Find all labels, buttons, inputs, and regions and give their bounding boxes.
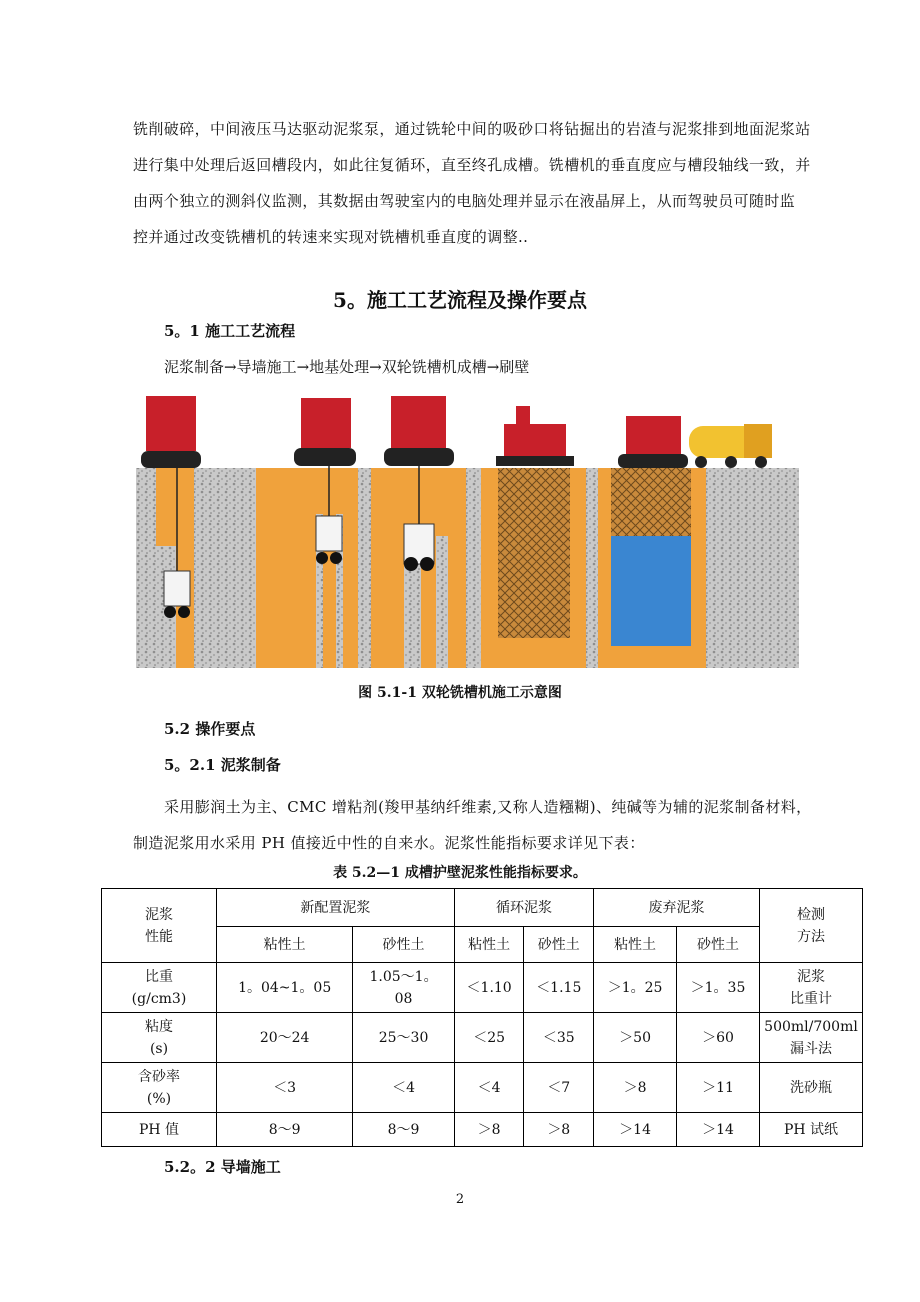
table-cell: 8～9: [217, 1113, 353, 1147]
row-method: 500ml/700ml 漏斗法: [760, 1013, 863, 1063]
table-cell: ＜25: [454, 1013, 524, 1063]
row-method: PH 试纸: [760, 1113, 863, 1147]
row-method: 泥浆 比重计: [760, 963, 863, 1013]
stage-4: [481, 406, 586, 668]
table-cell: ＜1.15: [524, 963, 594, 1013]
table-cell: ＜1.10: [454, 963, 524, 1013]
table-cell: ＞11: [677, 1063, 760, 1113]
table-caption: 表 5.2—1 成槽护壁泥浆性能指标要求。: [333, 865, 587, 881]
subsection-5-2-1: 5。2.1 泥浆制备: [164, 756, 281, 774]
table-cell: ＞8: [594, 1063, 677, 1113]
subsection-5-2: 5.2 操作要点: [164, 720, 256, 738]
table-cell: 8～9: [353, 1113, 454, 1147]
table-cell: 1。04~1。05: [217, 963, 353, 1013]
subsection-5-2-2: 5.2。2 导墙施工: [164, 1158, 281, 1176]
row-property: 含砂率 (%): [102, 1063, 217, 1113]
table-cell: 1.05～1。 08: [353, 963, 454, 1013]
intro-line: 由两个独立的测斜仪监测，其数据由驾驶室内的电脑处理并显示在液晶屏上，从而驾驶员可随时监: [133, 192, 796, 210]
section-title: 5。施工工艺流程及操作要点: [333, 288, 587, 312]
header-soil-type: 砂性土: [353, 927, 454, 963]
table-cell: ＞8: [524, 1113, 594, 1147]
table-row: [102, 963, 863, 1013]
header-waste-mud: 废弃泥浆: [594, 889, 760, 927]
table-cell: 20～24: [217, 1013, 353, 1063]
header-method: 检测 方法: [760, 889, 863, 963]
row-property: 比重 (g/cm3): [102, 963, 217, 1013]
table-cell: ＜7: [524, 1063, 594, 1113]
figure-caption: 图 5.1-1 双轮铣槽机施工示意图: [358, 685, 562, 701]
intro-line: 铣削破碎，中间液压马达驱动泥浆泵，通过铣轮中间的吸砂口将钻掘出的岩渣与泥浆排到地面泥浆站: [133, 120, 811, 138]
table-cell: ＜4: [353, 1063, 454, 1113]
table-row: [102, 1013, 863, 1063]
table-cell: ＞8: [454, 1113, 524, 1147]
trench-cutter-diagram: [136, 386, 799, 668]
table-cell: ＞14: [677, 1113, 760, 1147]
header-soil-type: 砂性土: [524, 927, 594, 963]
header-soil-type: 粘性土: [217, 927, 353, 963]
intro-paragraph: [133, 111, 833, 255]
mud-spec-table: [101, 888, 863, 1147]
header-cycle-mud: 循环泥浆: [454, 889, 593, 927]
table-cell: ＜35: [524, 1013, 594, 1063]
process-flow: 泥浆制备→导墙施工→地基处理→双轮铣槽机成槽→刷壁: [164, 358, 530, 376]
intro-line: 进行集中处理后返回槽段内，如此往复循环，直至终孔成槽。铣槽机的垂直度应与槽段轴线一致，并: [133, 156, 811, 174]
table-row: [102, 1113, 863, 1147]
row-property: PH 值: [102, 1113, 217, 1147]
header-property: 泥浆 性能: [102, 889, 217, 963]
mud-line: 采用膨润土为主、CMC 增粘剂(羧甲基纳纤维素,又称人造糨糊)、纯碱等为辅的泥浆制备材料，: [164, 798, 812, 816]
table-cell: ＞50: [594, 1013, 677, 1063]
table-cell: ＜3: [217, 1063, 353, 1113]
header-soil-type: 粘性土: [454, 927, 524, 963]
table-cell: ＞1。25: [594, 963, 677, 1013]
row-property: 粘度 (s): [102, 1013, 217, 1063]
row-method: 洗砂瓶: [760, 1063, 863, 1113]
subsection-5-1: 5。1 施工工艺流程: [164, 322, 296, 340]
table-row: [102, 1063, 863, 1113]
mud-line: 制造泥浆用水采用 PH 值接近中性的自来水。泥浆性能指标要求详见下表：: [133, 834, 645, 852]
table-cell: ＜4: [454, 1063, 524, 1113]
intro-line: 控并通过改变铣槽机的转速来实现对铣槽机垂直度的调整..: [133, 228, 529, 246]
mud-paragraph: [133, 789, 844, 861]
table-cell: ＞60: [677, 1013, 760, 1063]
header-new-mud: 新配置泥浆: [217, 889, 455, 927]
page-number: 2: [455, 1192, 465, 1207]
header-soil-type: 粘性土: [594, 927, 677, 963]
table-cell: ＞14: [594, 1113, 677, 1147]
table-cell: 25～30: [353, 1013, 454, 1063]
header-soil-type: 砂性土: [677, 927, 760, 963]
table-cell: ＞1。35: [677, 963, 760, 1013]
